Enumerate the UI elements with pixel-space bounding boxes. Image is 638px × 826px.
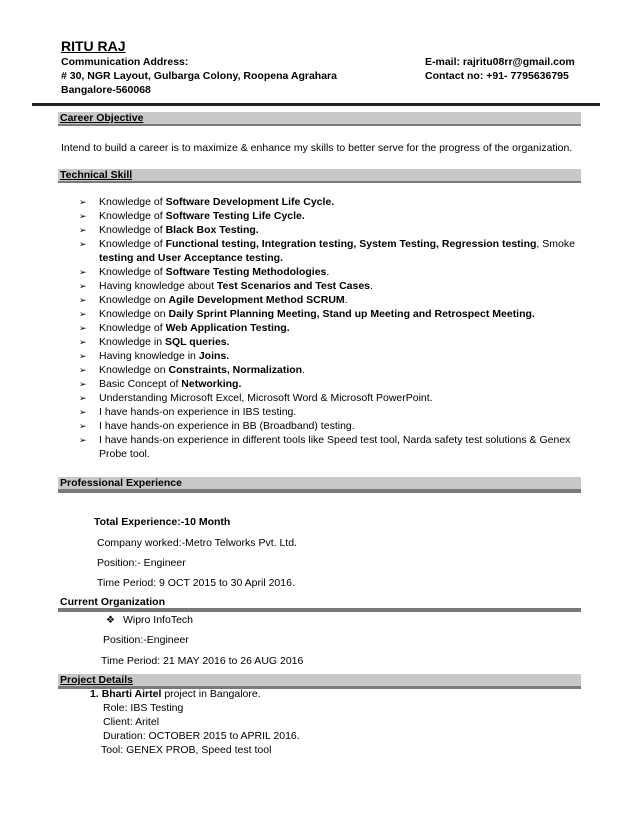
skill-item: ➢ Knowledge on Constraints, Normalization. — [79, 364, 306, 376]
section-title: Technical Skill — [60, 169, 133, 181]
section-professional-experience — [58, 477, 581, 489]
email-text: E-mail: rajritu08rr@gmail.com — [425, 56, 575, 68]
section-title: Professional Experience — [60, 477, 182, 489]
project-client: Client: Aritel — [103, 716, 160, 728]
arrow-bullet-icon: ➢ — [79, 197, 87, 207]
section-technical-skill — [58, 169, 581, 181]
address-line-1: # 30, NGR Layout, Gulbarga Colony, Roopena Agrahara — [61, 70, 337, 82]
arrow-bullet-icon: ➢ — [79, 211, 87, 221]
skill-item: ➢ I have hands-on experience in different tools like Speed test tool, Narda safety test solutions & Genex Probe tool. — [79, 434, 571, 460]
section-underline — [58, 608, 581, 612]
address-label: Communication Address: — [61, 56, 189, 68]
skill-item: ➢ Having knowledge about Test Scenarios and Test Cases. — [79, 280, 373, 292]
skill-item: ➢ Knowledge of Functional testing, Integration testing, System Testing, Regression testing, Smoke testing and User Acceptance testing. — [79, 238, 575, 264]
project-duration: Duration: OCTOBER 2015 to APRIL 2016. — [103, 730, 300, 742]
contact-number: Contact no: +91- 7795636795 — [425, 70, 569, 82]
arrow-bullet-icon: ➢ — [79, 421, 87, 431]
skill-item: ➢ Knowledge on Daily Sprint Planning Meeting, Stand up Meeting and Retrospect Meeting. — [79, 308, 535, 320]
skill-item: ➢ Knowledge of Software Testing Methodologies. — [79, 266, 330, 278]
arrow-bullet-icon: ➢ — [79, 337, 87, 347]
current-time-period: Time Period: 21 MAY 2016 to 26 AUG 2016 — [101, 655, 304, 667]
skill-item: ➢ Having knowledge in Joins. — [79, 350, 230, 362]
diamond-bullet-icon: ❖ — [106, 615, 115, 626]
section-project-details — [58, 674, 581, 686]
arrow-bullet-icon: ➢ — [79, 267, 87, 277]
arrow-bullet-icon: ➢ — [79, 225, 87, 235]
skill-item: ➢ Knowledge of Black Box Testing. — [79, 224, 259, 236]
arrow-bullet-icon: ➢ — [79, 281, 87, 291]
skill-item: ➢ Knowledge of Software Testing Life Cycle. — [79, 210, 305, 222]
skill-item: ➢ Understanding Microsoft Excel, Microsoft Word & Microsoft PowerPoint. — [79, 392, 433, 404]
section-current-organization — [58, 596, 581, 608]
section-title: Project Details — [60, 674, 133, 686]
arrow-bullet-icon: ➢ — [79, 379, 87, 389]
section-title: Current Organization — [60, 596, 166, 608]
address-line-2: Bangalore-560068 — [61, 84, 151, 96]
technical-skill-list — [79, 195, 579, 461]
company-worked: Company worked:-Metro Telworks Pvt. Ltd. — [97, 537, 297, 549]
section-title: Career Objective — [60, 112, 144, 124]
candidate-name: RITU RAJ — [61, 38, 126, 54]
arrow-bullet-icon: ➢ — [79, 295, 87, 305]
arrow-bullet-icon: ➢ — [79, 239, 87, 249]
section-underline — [58, 489, 581, 493]
skill-item: ➢ I have hands-on experience in IBS testing. — [79, 406, 297, 418]
arrow-bullet-icon: ➢ — [79, 365, 87, 375]
skill-item: ➢ Knowledge in SQL queries. — [79, 336, 230, 348]
current-company: ❖ Wipro InfoTech — [106, 614, 193, 626]
position-text: Position:- Engineer — [97, 557, 186, 569]
time-period-text: Time Period: 9 OCT 2015 to 30 April 2016. — [97, 577, 295, 589]
section-underline — [58, 124, 581, 126]
project-heading: 1. Bharti Airtel project in Bangalore. — [90, 688, 261, 700]
header-divider — [32, 103, 600, 106]
section-underline — [58, 181, 581, 183]
arrow-bullet-icon: ➢ — [79, 407, 87, 417]
skill-item: ➢ Basic Concept of Networking. — [79, 378, 242, 390]
skill-item: ➢ I have hands-on experience in BB (Broadband) testing. — [79, 420, 355, 432]
arrow-bullet-icon: ➢ — [79, 351, 87, 361]
project-tool: Tool: GENEX PROB, Speed test tool — [101, 744, 272, 756]
total-experience: Total Experience:-10 Month — [94, 516, 231, 528]
skill-item: ➢ Knowledge on Agile Development Method SCRUM. — [79, 294, 348, 306]
arrow-bullet-icon: ➢ — [79, 323, 87, 333]
career-objective-text: Intend to build a career is to maximize & enhance my skills to better serve for the progress of the organization. — [61, 142, 573, 154]
skill-item: ➢ Knowledge of Software Development Life Cycle. — [79, 196, 335, 208]
arrow-bullet-icon: ➢ — [79, 435, 87, 445]
section-career-objective — [58, 112, 581, 124]
project-role: Role: IBS Testing — [103, 702, 184, 714]
arrow-bullet-icon: ➢ — [79, 309, 87, 319]
current-position: Position:-Engineer — [103, 634, 189, 646]
skill-item: ➢ Knowledge of Web Application Testing. — [79, 322, 290, 334]
arrow-bullet-icon: ➢ — [79, 393, 87, 403]
